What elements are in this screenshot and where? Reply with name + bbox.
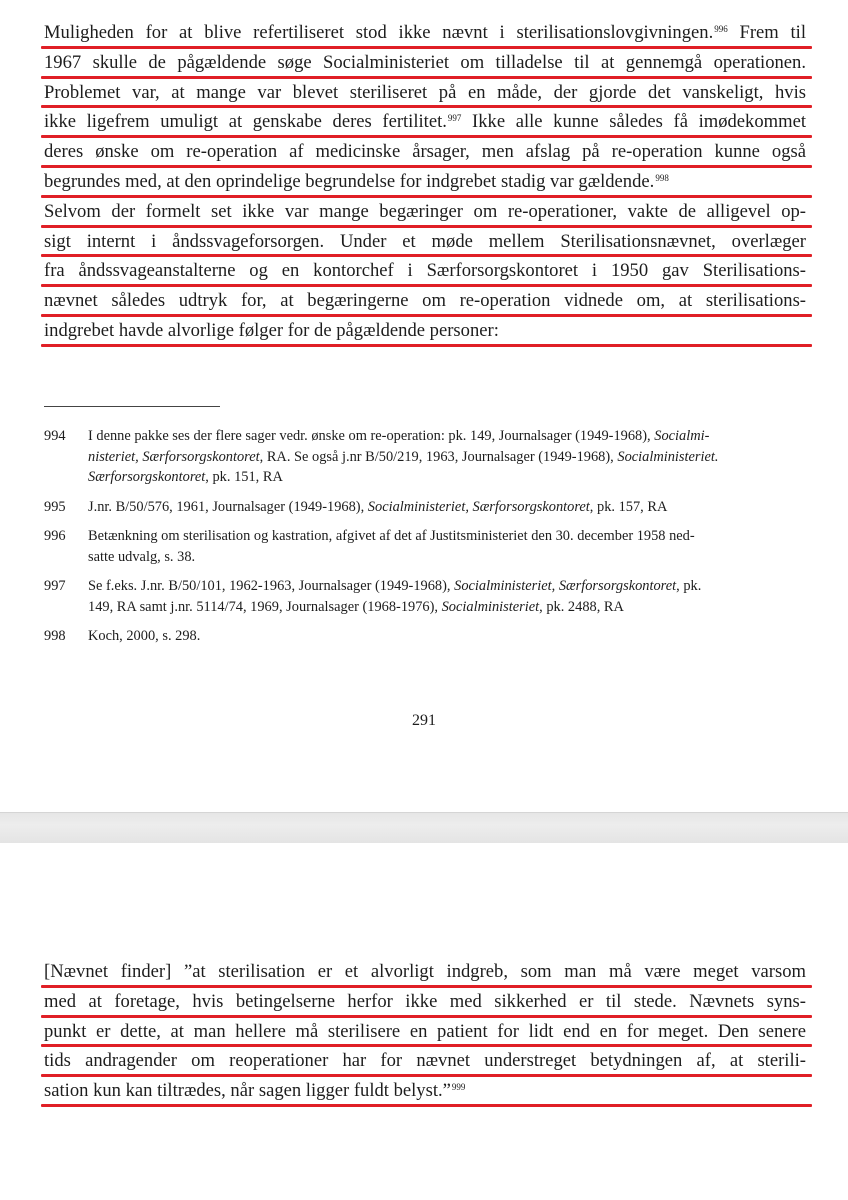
underlined-text-line <box>44 256 806 286</box>
line-text-tail: Ikke alle kunne således få imødekommet <box>461 111 806 133</box>
footnote-segment: , pk. 2488, RA <box>539 598 624 615</box>
footnote-segment: , RA. Se også j.nr B/50/219, 1963, Journalsager (1949-1968), <box>259 448 618 465</box>
line-text: [Nævnet finder] ”at sterilisation er et alvorligt indgreb, som man må være meget varsom <box>44 961 806 982</box>
underlined-text-line <box>44 1017 806 1047</box>
footnote-number: 995 <box>44 498 66 515</box>
footnote-reference[interactable]: 997 <box>447 113 462 124</box>
underlined-text-line <box>44 987 806 1017</box>
footnote-number: 998 <box>44 628 66 644</box>
footnote-text <box>88 497 806 518</box>
footnote-segment: 149, RA samt j.nr. 5114/74, 1969, Journalsager (1968-1976), <box>88 598 442 615</box>
underlined-text-line <box>44 227 806 257</box>
line-text: sation kun kan tiltrædes, når sagen ligger fuldt belyst.” <box>44 1080 451 1102</box>
italic-source: Socialmi- <box>654 428 710 444</box>
line-text: tids andragender om reoperationer har for nævnet understreget betydningen af, at sterili- <box>44 1050 806 1072</box>
page-number: 291 <box>412 712 436 729</box>
footnote-998 <box>44 626 806 647</box>
line-text: ikke ligefrem umuligt at genskabe deres fertilitet. <box>44 111 447 133</box>
line-text: fra åndssvageanstalterne og en kontorchef i Særforsorgskontoret i 1950 gav Sterilisations- <box>44 260 806 282</box>
italic-source: Særforsorgskontoret <box>88 469 206 485</box>
footnote-segment: J.nr. B/50/576, 1961, Journalsager (1949-1968), <box>88 498 368 515</box>
footnote-text <box>88 576 806 617</box>
line-text: sigt internt i åndssvageforsorgen. Under et møde mellem Sterilisationsnævnet, overlæger <box>44 230 806 252</box>
footnote-number: 997 <box>44 578 66 594</box>
line-text: indgrebet havde alvorlige følger for de pågældende personer: <box>44 319 499 341</box>
footnote-994 <box>44 426 806 488</box>
block-quote <box>44 957 806 1106</box>
footnote-segment: satte udvalg, s. 38. <box>88 548 196 565</box>
underlined-text-line <box>44 1046 806 1076</box>
footnote-segment: I denne pakke ses der flere sager vedr. ønske om re-operation: pk. 149, Journalsager (1949-1968), <box>88 428 655 444</box>
italic-source: nisteriet, Særforsorgskontoret <box>88 448 260 465</box>
footnote-line <box>88 547 806 568</box>
underlined-text-line <box>44 78 806 108</box>
underlined-text-line <box>44 48 806 78</box>
underlined-text-line <box>44 286 806 316</box>
line-text: punkt er dette, at man hellere må sterilisere en patient for lidt end en for meget. Den senere <box>44 1020 806 1042</box>
footnote-separator <box>44 406 220 407</box>
italic-source: Socialministeriet, Særforsorgskontoret <box>454 578 677 594</box>
footnote-number: 994 <box>44 428 66 444</box>
footnote-segment: , pk. <box>676 578 702 594</box>
footnote-segment: Se f.eks. J.nr. B/50/101, 1962-1963, Journalsager (1949-1968), <box>88 578 455 594</box>
footnote-line <box>88 447 806 468</box>
footnote-line <box>88 576 806 597</box>
underlined-text-line <box>44 167 806 197</box>
footnote-line <box>88 467 806 488</box>
underlined-text-line <box>44 137 806 167</box>
footnote-segment: Betænkning om sterilisation og kastration, afgivet af det af Justitsministeriet den 30. december 1958 ned- <box>88 528 695 544</box>
footnote-text <box>88 526 806 567</box>
footnote-line <box>88 626 806 647</box>
italic-source: Socialministeriet. <box>617 448 719 465</box>
footnotes <box>44 426 806 656</box>
underlined-text-line <box>44 316 806 346</box>
footnote-line <box>88 497 806 518</box>
red-underline-mark <box>41 1104 812 1107</box>
line-text: nævnet således udtryk for, at begæringerne om re-operation vidnede om, at sterilisations- <box>44 290 806 312</box>
underlined-text-line <box>44 957 806 987</box>
footnote-segment: , pk. 151, RA <box>205 469 283 485</box>
footnote-segment: Koch, 2000, s. 298. <box>88 628 201 644</box>
footnote-text <box>88 626 806 647</box>
italic-source: Socialministeriet, Særforsorgskontoret <box>367 498 590 515</box>
body-paragraph <box>44 18 806 346</box>
footnote-995 <box>44 497 806 518</box>
footnote-line <box>88 526 806 547</box>
red-underline-mark <box>41 344 812 347</box>
footnote-reference[interactable]: 998 <box>655 172 669 183</box>
line-text: Problemet var, at mange var blevet steriliseret på en måde, der gjorde det vanskeligt, hvis <box>44 81 806 103</box>
italic-source: Socialministeriet <box>441 598 540 615</box>
document-page-292 <box>0 843 848 1200</box>
underlined-text-line <box>44 1076 806 1106</box>
underlined-text-line <box>44 18 806 48</box>
footnote-text <box>88 426 806 488</box>
line-text: med at foretage, hvis betingelserne herfor ikke med sikkerhed er til stede. Nævnets syns- <box>44 990 806 1012</box>
underlined-text-line <box>44 107 806 137</box>
underlined-text-line <box>44 197 806 227</box>
footnote-line <box>88 426 806 447</box>
line-text: Muligheden for at blive refertiliseret stod ikke nævnt i sterilisationslovgivningen. <box>44 22 714 43</box>
footnote-line <box>88 597 806 618</box>
line-text: 1967 skulle de pågældende søge Socialministeriet om tilladelse til at gennemgå operationen. <box>44 51 806 73</box>
line-text: Selvom der formelt set ikke var mange begæringer om re-operationer, vakte de alligevel op- <box>44 200 806 222</box>
footnote-996 <box>44 526 806 567</box>
footnote-number: 996 <box>44 528 66 544</box>
footnote-997 <box>44 576 806 617</box>
line-text: begrundes med, at den oprindelige begrundelse for indgrebet stadig var gældende. <box>44 170 655 192</box>
line-text: deres ønske om re-operation af medicinske årsager, men afslag på re-operation kunne også <box>44 141 806 163</box>
footnote-reference[interactable]: 996 <box>714 24 728 34</box>
footnote-reference[interactable]: 999 <box>451 1082 466 1093</box>
page-break-gap <box>0 812 848 844</box>
footnote-segment: , pk. 157, RA <box>589 498 668 515</box>
line-text-tail: Frem til <box>727 22 807 43</box>
